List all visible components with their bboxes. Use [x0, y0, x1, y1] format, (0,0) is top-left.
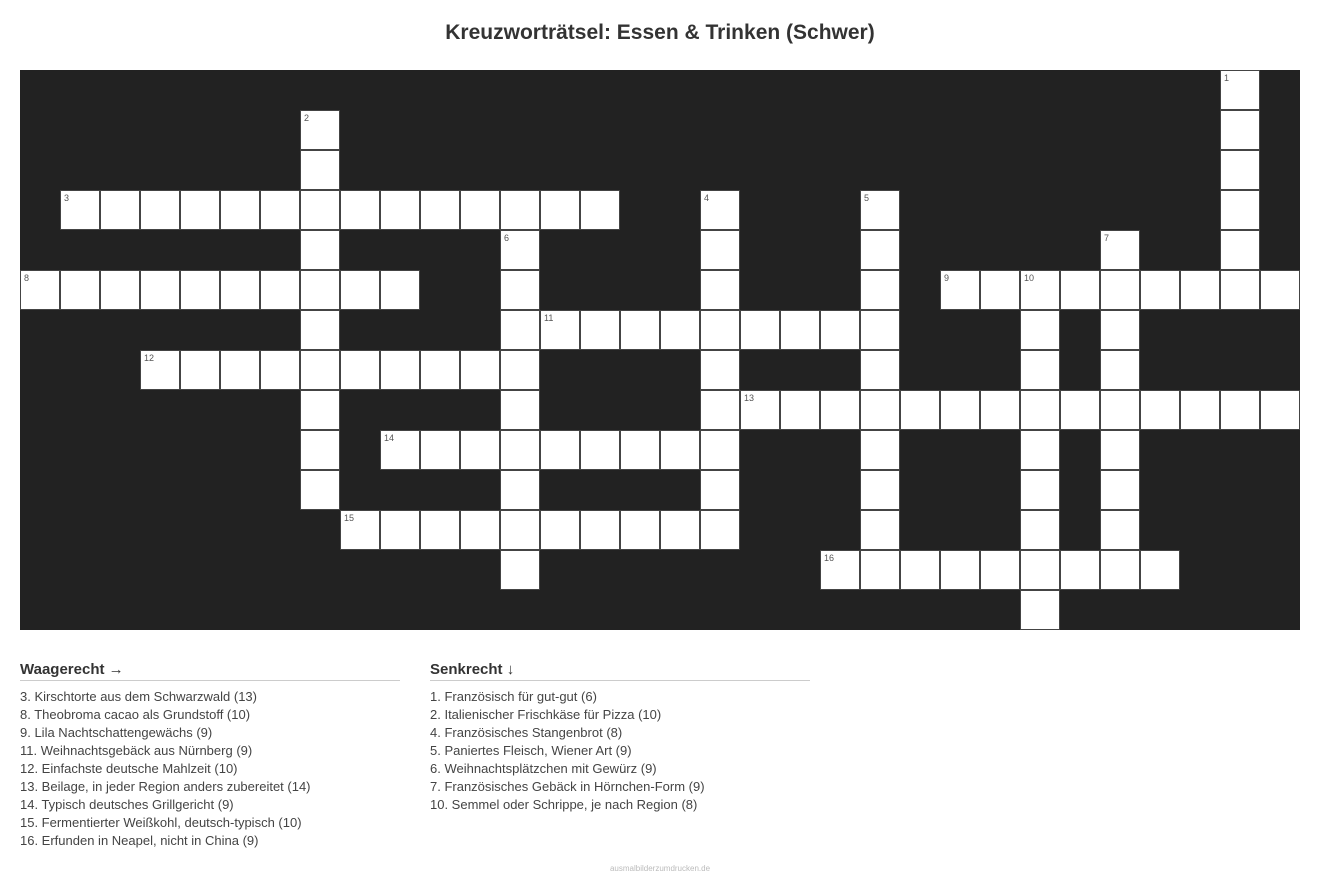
grid-cell[interactable]: [380, 510, 420, 550]
grid-cell[interactable]: [1100, 390, 1140, 430]
grid-cell[interactable]: [1100, 230, 1140, 270]
grid-cell[interactable]: [300, 230, 340, 270]
grid-cell[interactable]: [980, 390, 1020, 430]
grid-cell[interactable]: [1180, 390, 1220, 430]
grid-cell[interactable]: [420, 350, 460, 390]
clue-number: 6: [504, 233, 510, 243]
clue-number: 9: [944, 273, 950, 283]
grid-cell[interactable]: [1220, 390, 1260, 430]
clue-item: 10. Semmel oder Schrippe, je nach Region (8): [430, 797, 698, 812]
grid-cell[interactable]: [1140, 550, 1180, 590]
grid-cell[interactable]: [860, 470, 900, 510]
grid-cell[interactable]: [380, 350, 420, 390]
grid-cell[interactable]: [1020, 310, 1060, 350]
clue-item: 3. Kirschtorte aus dem Schwarzwald (13): [20, 689, 257, 704]
grid-cell[interactable]: [660, 310, 700, 350]
grid-cell[interactable]: [300, 430, 340, 470]
grid-cell[interactable]: [1100, 350, 1140, 390]
grid-cell[interactable]: [1260, 390, 1300, 430]
grid-cell[interactable]: [300, 150, 340, 190]
grid-cell[interactable]: [460, 350, 500, 390]
grid-cell[interactable]: [940, 390, 980, 430]
grid-cell[interactable]: [780, 310, 820, 350]
grid-cell[interactable]: [1100, 510, 1140, 550]
grid-cell[interactable]: [820, 550, 860, 590]
grid-cell[interactable]: [860, 190, 900, 230]
page-title: Kreuzworträtsel: Essen & Trinken (Schwer): [445, 21, 875, 44]
grid-cell[interactable]: [620, 430, 660, 470]
clue-item: 15. Fermentierter Weißkohl, deutsch-typisch (10): [20, 815, 302, 830]
across-clues: [20, 660, 400, 850]
grid-cell[interactable]: [140, 270, 180, 310]
grid-cell[interactable]: [300, 190, 340, 230]
grid-cell[interactable]: [700, 230, 740, 270]
grid-cell[interactable]: [260, 350, 300, 390]
grid-cell[interactable]: [700, 350, 740, 390]
grid-cell[interactable]: [220, 350, 260, 390]
grid-cell[interactable]: [740, 310, 780, 350]
grid-cell[interactable]: [860, 550, 900, 590]
grid-cell[interactable]: [1220, 110, 1260, 150]
grid-cell[interactable]: [900, 390, 940, 430]
down-heading: Senkrecht ↓: [430, 660, 810, 681]
grid-cell[interactable]: [1260, 270, 1300, 310]
clue-number: 3: [64, 193, 70, 203]
grid-cell[interactable]: [1020, 510, 1060, 550]
grid-cell[interactable]: [1060, 270, 1100, 310]
grid-cell[interactable]: [1220, 270, 1260, 310]
clue-number: 8: [24, 273, 30, 283]
grid-cell[interactable]: [1100, 550, 1140, 590]
grid-cell[interactable]: [260, 270, 300, 310]
grid-cell[interactable]: [380, 270, 420, 310]
grid-cell[interactable]: [1020, 350, 1060, 390]
grid-cell[interactable]: [540, 310, 580, 350]
footer-credit: ausmalbilderzumdrucken.de: [609, 864, 711, 873]
clue-number: 10: [1024, 273, 1035, 283]
grid-cell[interactable]: [1180, 270, 1220, 310]
grid-cell[interactable]: [780, 390, 820, 430]
grid-cell[interactable]: [420, 430, 460, 470]
grid-cell[interactable]: [860, 510, 900, 550]
grid-cell[interactable]: [60, 270, 100, 310]
grid-cell[interactable]: [500, 190, 540, 230]
grid-cell[interactable]: [340, 350, 380, 390]
clue-item: 12. Einfachste deutsche Mahlzeit (10): [20, 761, 238, 776]
grid-cell[interactable]: [1060, 550, 1100, 590]
across-heading: Waagerecht →: [20, 660, 400, 681]
grid-cell[interactable]: [900, 550, 940, 590]
grid-cell[interactable]: [860, 390, 900, 430]
grid-cell[interactable]: [60, 190, 100, 230]
grid-cell[interactable]: [580, 510, 620, 550]
clue-number: 13: [744, 393, 755, 403]
clue-item: 1. Französisch für gut-gut (6): [430, 689, 597, 704]
clue-item: 5. Paniertes Fleisch, Wiener Art (9): [430, 743, 632, 758]
grid-cell[interactable]: [140, 350, 180, 390]
grid-cell[interactable]: [940, 270, 980, 310]
grid-cell[interactable]: [1020, 590, 1060, 630]
grid-cell[interactable]: [1020, 470, 1060, 510]
grid-cell[interactable]: [1220, 70, 1260, 110]
grid-cell[interactable]: [300, 390, 340, 430]
grid-cell[interactable]: [700, 390, 740, 430]
grid-cell[interactable]: [500, 390, 540, 430]
clue-number: 12: [144, 353, 155, 363]
grid-cell[interactable]: [340, 510, 380, 550]
grid-cell[interactable]: [1020, 430, 1060, 470]
grid-cell[interactable]: [460, 510, 500, 550]
clue-number: 5: [864, 193, 870, 203]
clue-number: 1: [1224, 73, 1230, 83]
grid-cell[interactable]: [1020, 390, 1060, 430]
grid-cell[interactable]: [220, 190, 260, 230]
grid-cell[interactable]: [380, 430, 420, 470]
clue-number: 2: [304, 113, 310, 123]
grid-cell[interactable]: [100, 190, 140, 230]
grid-cell[interactable]: [940, 550, 980, 590]
grid-cell[interactable]: [1100, 270, 1140, 310]
grid-cell[interactable]: [500, 350, 540, 390]
grid-cell[interactable]: [500, 310, 540, 350]
grid-cell[interactable]: [860, 350, 900, 390]
grid-cell[interactable]: [540, 190, 580, 230]
grid-cell[interactable]: [500, 510, 540, 550]
clue-item: 4. Französisches Stangenbrot (8): [430, 725, 623, 740]
grid-cell[interactable]: [860, 430, 900, 470]
grid-cell[interactable]: [220, 270, 260, 310]
grid-cell[interactable]: [340, 190, 380, 230]
grid-cell[interactable]: [1140, 390, 1180, 430]
grid-cell[interactable]: [1020, 550, 1060, 590]
grid-cell[interactable]: [300, 470, 340, 510]
grid-cell[interactable]: [260, 190, 300, 230]
clue-item: 2. Italienischer Frischkäse für Pizza (10): [430, 707, 662, 722]
clue-number: 15: [344, 513, 355, 523]
grid-cell[interactable]: [1020, 270, 1060, 310]
grid-cell[interactable]: [1100, 430, 1140, 470]
clue-item: 13. Beilage, in jeder Region anders zubereitet (14): [20, 779, 311, 794]
down-clues: [430, 660, 810, 814]
grid-cell[interactable]: [860, 310, 900, 350]
down-clue-list: [430, 688, 810, 814]
grid-cell[interactable]: [500, 550, 540, 590]
grid-cell[interactable]: [620, 510, 660, 550]
grid-cell[interactable]: [1220, 150, 1260, 190]
clue-number: 16: [824, 553, 835, 563]
clue-item: 11. Weihnachtsgebäck aus Nürnberg (9): [20, 743, 253, 758]
clue-number: 14: [384, 433, 395, 443]
grid-cell[interactable]: [1060, 390, 1100, 430]
grid-cell[interactable]: [980, 550, 1020, 590]
grid-cell[interactable]: [420, 510, 460, 550]
grid-cell[interactable]: [140, 190, 180, 230]
grid-cell[interactable]: [1220, 190, 1260, 230]
grid-cell[interactable]: [820, 390, 860, 430]
grid-cell[interactable]: [180, 270, 220, 310]
crossword-grid: [20, 70, 1300, 630]
grid-cell[interactable]: [20, 270, 60, 310]
grid-cell[interactable]: [820, 310, 860, 350]
clue-item: 8. Theobroma cacao als Grundstoff (10): [20, 707, 251, 722]
grid-cell[interactable]: [300, 110, 340, 150]
grid-cell[interactable]: [740, 390, 780, 430]
clue-item: 6. Weihnachtsplätzchen mit Gewürz (9): [430, 761, 657, 776]
grid-cell[interactable]: [860, 270, 900, 310]
clue-number: 11: [544, 313, 554, 323]
grid-cell[interactable]: [620, 310, 660, 350]
grid-cell[interactable]: [1100, 470, 1140, 510]
grid-cell[interactable]: [660, 510, 700, 550]
clue-item: 9. Lila Nachtschattengewächs (9): [20, 725, 213, 740]
grid-cell[interactable]: [300, 310, 340, 350]
grid-cell[interactable]: [700, 510, 740, 550]
across-clue-list: [20, 688, 400, 850]
clue-number: 4: [704, 193, 710, 203]
grid-cell[interactable]: [700, 470, 740, 510]
clue-number: 7: [1104, 233, 1110, 243]
clue-item: 14. Typisch deutsches Grillgericht (9): [20, 797, 234, 812]
grid-cell[interactable]: [1140, 270, 1180, 310]
clue-item: 16. Erfunden in Neapel, nicht in China (9): [20, 833, 259, 848]
grid-cell[interactable]: [180, 350, 220, 390]
grid-cell[interactable]: [660, 430, 700, 470]
grid-cell[interactable]: [500, 470, 540, 510]
grid-cell[interactable]: [380, 190, 420, 230]
grid-cell[interactable]: [700, 310, 740, 350]
grid-cell[interactable]: [500, 430, 540, 470]
grid-cell[interactable]: [500, 230, 540, 270]
grid-cell[interactable]: [700, 430, 740, 470]
clue-item: 7. Französisches Gebäck in Hörnchen-Form (9): [430, 779, 705, 794]
grid-cell[interactable]: [700, 270, 740, 310]
grid-cell[interactable]: [300, 270, 340, 310]
grid-cell[interactable]: [980, 270, 1020, 310]
grid-cell[interactable]: [540, 430, 580, 470]
grid-cell[interactable]: [580, 310, 620, 350]
grid-cell[interactable]: [860, 230, 900, 270]
grid-cell[interactable]: [460, 190, 500, 230]
grid-cell[interactable]: [500, 270, 540, 310]
grid-cell[interactable]: [100, 270, 140, 310]
grid-cell[interactable]: [1100, 310, 1140, 350]
grid-cell[interactable]: [1220, 230, 1260, 270]
grid-cell[interactable]: [460, 430, 500, 470]
grid-cell[interactable]: [180, 190, 220, 230]
grid-cell[interactable]: [700, 190, 740, 230]
grid-cell[interactable]: [420, 190, 460, 230]
grid-cell[interactable]: [340, 270, 380, 310]
grid-cell[interactable]: [580, 430, 620, 470]
grid-cell[interactable]: [580, 190, 620, 230]
grid-cell[interactable]: [540, 510, 580, 550]
grid-cell[interactable]: [300, 350, 340, 390]
